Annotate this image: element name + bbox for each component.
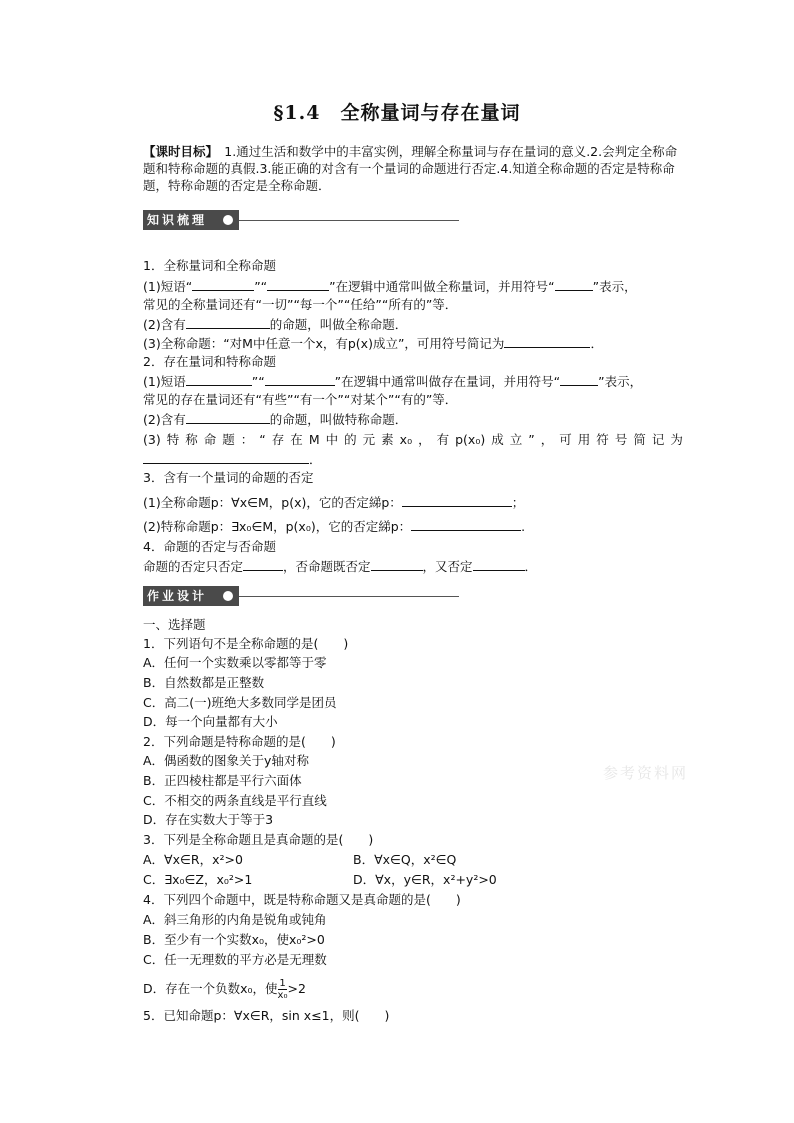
banner-dot-icon xyxy=(223,215,233,225)
char-token: 符 xyxy=(596,432,609,447)
s3-title: 3．含有一个量词的命题的否定 xyxy=(143,470,314,485)
text: >2 xyxy=(287,981,306,996)
char-token: 题 xyxy=(222,432,235,447)
char-token: (3) xyxy=(143,432,161,447)
fraction-denominator: x₀ xyxy=(277,990,288,1001)
s1-line-1 xyxy=(143,278,683,295)
char-token: 号 xyxy=(614,432,628,447)
q3-option-c: C．∃x₀∈Z，x₀²>1 xyxy=(143,872,253,887)
banner-rule xyxy=(239,220,459,221)
answer-blank xyxy=(504,335,590,348)
s1-line-3 xyxy=(143,316,683,333)
goals-tag: 【课时目标】 xyxy=(143,144,212,159)
homework-banner-label: 作业设计 xyxy=(143,586,239,606)
char-token: ” xyxy=(528,432,535,447)
s3-line-1 xyxy=(143,494,683,511)
banner-rule xyxy=(239,596,459,597)
text: (2)含有 xyxy=(143,412,186,427)
q3-option-b: B．∀x∈Q，x²∈Q xyxy=(353,852,457,867)
char-token: 素 xyxy=(381,432,394,447)
q1-option-b: B．自然数都是正整数 xyxy=(143,675,265,690)
char-token: 记 xyxy=(651,432,665,447)
s2-line-1 xyxy=(143,373,683,390)
char-token: ， xyxy=(540,432,554,447)
answer-blank xyxy=(186,316,270,329)
text: ． xyxy=(590,336,603,351)
s2-line-5 xyxy=(143,451,683,468)
text: . xyxy=(521,519,526,534)
q3-option-d: D．∀x，y∈R，x²+y²>0 xyxy=(353,872,497,887)
answer-blank xyxy=(555,278,593,291)
s2-line-3 xyxy=(143,411,683,428)
text: D．存在一个负数x₀，使 xyxy=(143,981,278,996)
char-token: M xyxy=(308,432,320,447)
q4-option-c: C．任一无理数的平方必是无理数 xyxy=(143,952,327,967)
s4-title: 4．命题的否定与否命题 xyxy=(143,539,276,554)
text: (1)全称命题p：∀x∈M，p(x)，它的否定綈p： xyxy=(143,495,402,510)
section-heading: 一、选择题 xyxy=(143,617,206,632)
char-token: 在 xyxy=(290,432,303,447)
text: ”在逻辑中通常叫做存在量词，并用符号“ xyxy=(334,374,561,389)
text: 命题的否定只否定 xyxy=(143,559,244,574)
q1-option-a: A．任何一个实数乘以零都等于零 xyxy=(143,655,327,670)
q4-option-b: B．至少有一个实数x₀，使x₀²>0 xyxy=(143,932,325,947)
text: ． xyxy=(524,559,538,574)
text: ”表示， xyxy=(592,279,637,294)
q2-option-c: C．不相交的两条直线是平行直线 xyxy=(143,793,327,808)
text: ． xyxy=(309,452,322,467)
question-4: 4．下列四个命题中，既是特称命题又是真命题的是( ) xyxy=(143,892,461,907)
char-token: 简 xyxy=(633,432,646,447)
answer-blank xyxy=(243,558,283,571)
char-token: 成 xyxy=(491,432,504,447)
knowledge-banner-label: 知识梳理 xyxy=(143,210,239,230)
char-token: 为 xyxy=(670,432,683,447)
char-token: “ xyxy=(259,432,266,447)
fraction-numerator: 1 xyxy=(279,978,286,989)
text: 的命题，叫做全称命题． xyxy=(269,317,408,332)
text: ； xyxy=(511,495,525,510)
question-3: 3．下列是全称命题且是真命题的是( ) xyxy=(143,832,374,847)
text: (3)全称命题：“对M中任意一个x，有p(x)成立”，可用符号简记为 xyxy=(143,336,505,351)
answer-blank xyxy=(267,278,329,291)
q3-option-a: A．∀x∈R，x²>0 xyxy=(143,852,243,867)
text: ”“ xyxy=(251,374,265,389)
char-token: 中 xyxy=(325,432,339,447)
answer-blank xyxy=(473,558,525,571)
knowledge-banner xyxy=(143,210,459,230)
text: ，又否定 xyxy=(422,559,473,574)
char-token: ， xyxy=(418,432,431,447)
s1-line-2: 常见的全称量词还有“一切”“每一个”“任给”“所有的”等． xyxy=(143,297,458,312)
char-token: 立 xyxy=(509,432,523,447)
answer-blank xyxy=(186,373,252,386)
answer-blank xyxy=(192,278,254,291)
question-5: 5．已知命题p：∀x∈R，sin x≤1，则( ) xyxy=(143,1008,390,1023)
homework-banner xyxy=(143,586,459,606)
text: 的命题，叫做特称命题． xyxy=(269,412,408,427)
char-token: 可 xyxy=(559,432,572,447)
q2-option-d: D．存在实数大于等于3 xyxy=(143,812,274,827)
banner-dot-icon xyxy=(223,591,233,601)
q1-option-d: D．每一个向量都有大小 xyxy=(143,714,278,729)
answer-blank xyxy=(402,494,512,507)
char-token: 命 xyxy=(203,432,217,447)
char-token: 称 xyxy=(185,432,198,447)
answer-blank xyxy=(560,373,598,386)
s2-title: 2．存在量词和特称命题 xyxy=(143,354,276,369)
char-token: p(x₀) xyxy=(455,432,486,447)
text: ”“ xyxy=(254,279,268,294)
question-1: 1．下列语句不是全称命题的是( ) xyxy=(143,636,349,651)
question-2: 2．下列命题是特称命题的是( ) xyxy=(143,734,336,749)
char-token: 特 xyxy=(166,432,180,447)
char-token: 用 xyxy=(577,432,591,447)
q1-option-c: C．高二(一)班绝大多数同学是团员 xyxy=(143,695,337,710)
text: (2)特称命题p：∃x₀∈M，p(x₀)，它的否定綈p： xyxy=(143,519,412,534)
answer-blank xyxy=(265,373,335,386)
text: (1)短语“ xyxy=(143,279,193,294)
s2-line-2: 常见的存在量词还有“有些”“有一个”“对某个”“有的”等． xyxy=(143,392,458,407)
s4-line-1 xyxy=(143,558,683,575)
goals-text: 1.通过生活和数学中的丰富实例，理解全称量词与存在量词的意义.2.会判定全称命题和特称命题的真假.3.能正确的对含有一个量词的命题进行否定.4.知道全称命题的否定是特称命题，特称命题的否定是全称命题． xyxy=(143,144,678,193)
text: ”在逻辑中通常叫做全称量词，并用符号“ xyxy=(329,279,555,294)
q2-option-b: B．正四棱柱都是平行六面体 xyxy=(143,773,302,788)
char-token: ： xyxy=(240,432,254,447)
char-token: 存 xyxy=(271,432,285,447)
q2-option-a: A．偶函数的图象关于y轴对称 xyxy=(143,753,309,768)
answer-blank xyxy=(186,411,270,424)
char-token: 元 xyxy=(362,432,376,447)
text: ”表示， xyxy=(598,374,643,389)
char-token: 有 xyxy=(436,432,450,447)
char-token: x₀ xyxy=(399,432,413,447)
answer-blank xyxy=(143,451,309,464)
char-token: 的 xyxy=(344,432,357,447)
s3-line-2 xyxy=(143,518,683,535)
page-title: §1.4 全称量词与存在量词 xyxy=(273,102,521,124)
text: (1)短语 xyxy=(143,374,186,389)
fraction xyxy=(278,978,288,1001)
s1-line-4 xyxy=(143,335,683,352)
watermark: 参考资料网 xyxy=(603,764,689,782)
answer-blank xyxy=(411,518,521,531)
lesson-goals xyxy=(143,143,683,194)
text: ，否命题既否定 xyxy=(283,559,371,574)
q4-option-a: A．斜三角形的内角是锐角或钝角 xyxy=(143,912,327,927)
s1-title: 1．全称量词和全称命题 xyxy=(143,258,276,273)
s2-line-4 xyxy=(143,432,683,448)
q4-option-d xyxy=(143,974,683,1004)
text: (2)含有 xyxy=(143,317,186,332)
answer-blank xyxy=(371,558,423,571)
